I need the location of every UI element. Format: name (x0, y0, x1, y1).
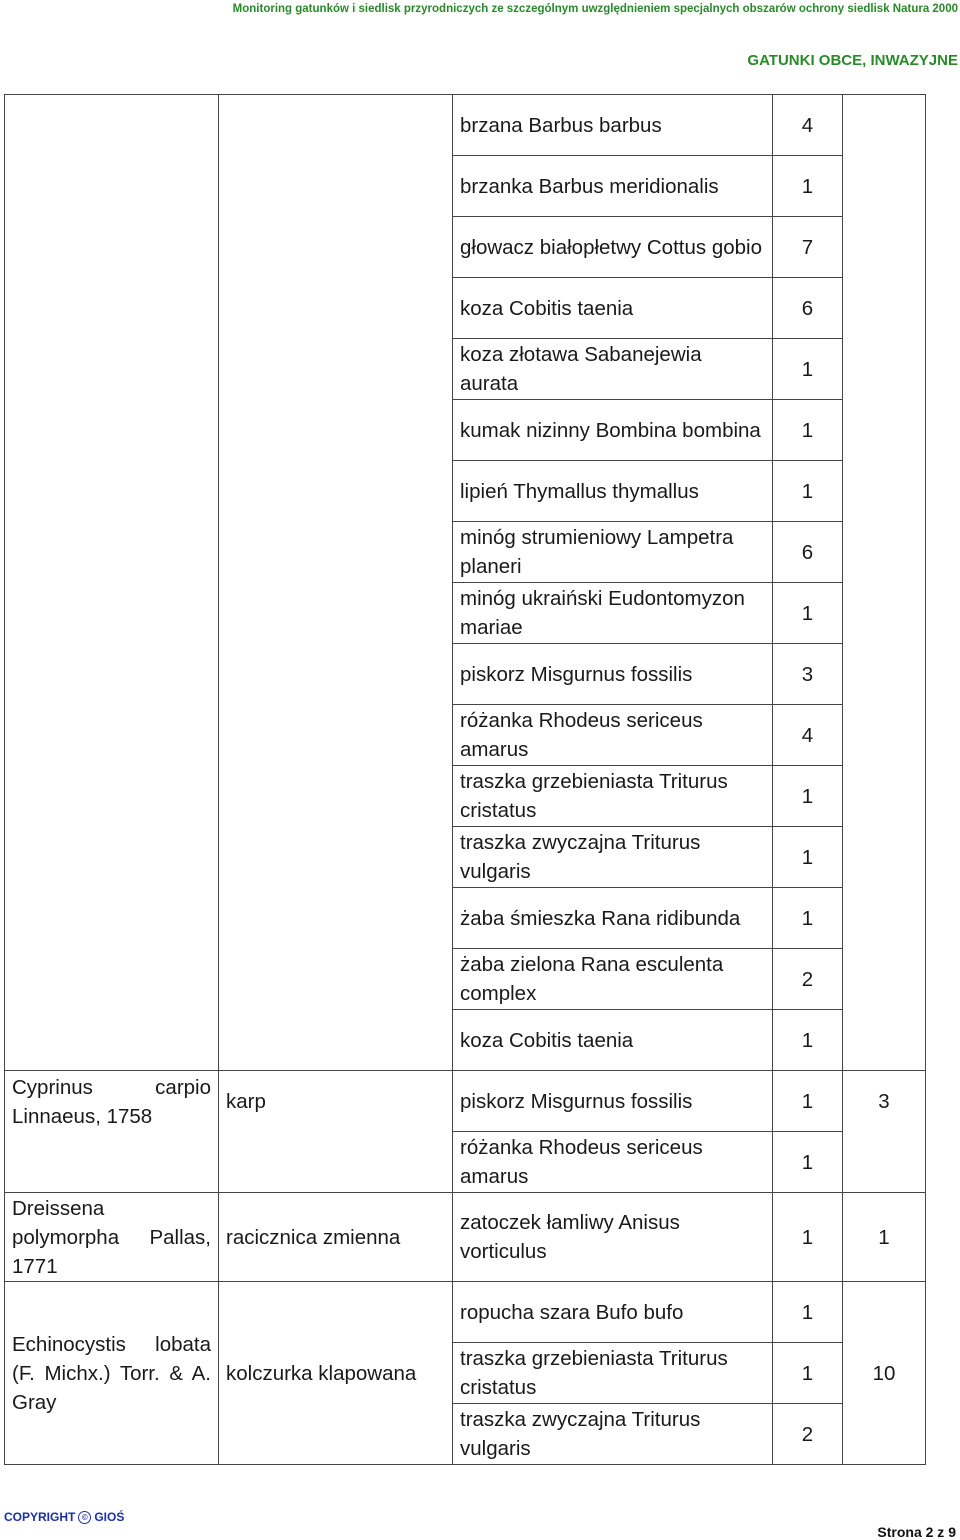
species-cell: minóg strumieniowy Lampetra planeri (453, 522, 773, 583)
latin-name-cell: Echinocystis lobata (F. Michx.) Torr. & A. Gray (5, 1282, 219, 1465)
common-name-cell: kolczurka klapowana (219, 1282, 453, 1465)
count-cell: 1 (773, 1343, 843, 1404)
total-cell: 3 (843, 1071, 926, 1193)
species-cell: traszka zwyczajna Triturus vulgaris (453, 1404, 773, 1465)
species-cell: traszka grzebieniasta Triturus cristatus (453, 1343, 773, 1404)
copyright-notice (4, 1510, 124, 1524)
count-cell: 1 (773, 1132, 843, 1193)
empty-common-cell (219, 95, 453, 1071)
count-cell: 7 (773, 217, 843, 278)
species-cell: traszka zwyczajna Triturus vulgaris (453, 827, 773, 888)
count-cell: 1 (773, 1193, 843, 1282)
page-number: Strona 2 z 9 (877, 1524, 956, 1540)
count-cell: 1 (773, 888, 843, 949)
count-cell: 1 (773, 339, 843, 400)
species-cell: piskorz Misgurnus fossilis (453, 644, 773, 705)
latin-name-cell: Dreissena polymorpha Pallas, 1771 (5, 1193, 219, 1282)
count-cell: 1 (773, 583, 843, 644)
species-cell: koza złotawa Sabanejewia aurata (453, 339, 773, 400)
species-cell: różanka Rhodeus sericeus amarus (453, 1132, 773, 1193)
total-cell: 10 (843, 1282, 926, 1465)
table-row (5, 1071, 926, 1132)
species-cell: piskorz Misgurnus fossilis (453, 1071, 773, 1132)
table-row (5, 1193, 926, 1282)
count-cell: 6 (773, 522, 843, 583)
count-cell: 1 (773, 461, 843, 522)
species-cell: koza Cobitis taenia (453, 1010, 773, 1071)
count-cell: 1 (773, 400, 843, 461)
species-table (4, 94, 926, 1465)
species-cell: ropucha szara Bufo bufo (453, 1282, 773, 1343)
count-cell: 2 (773, 949, 843, 1010)
empty-total-cell (843, 95, 926, 1071)
section-title: GATUNKI OBCE, INWAZYJNE (747, 52, 958, 69)
table-row (5, 1282, 926, 1343)
count-cell: 4 (773, 95, 843, 156)
species-cell: minóg ukraiński Eudontomyzon mariae (453, 583, 773, 644)
common-name-cell: karp (219, 1071, 453, 1193)
count-cell: 1 (773, 1282, 843, 1343)
total-cell: 1 (843, 1193, 926, 1282)
empty-name-cell (5, 95, 219, 1071)
copyright-icon: © (78, 1511, 91, 1524)
latin-name-cell: Cyprinus carpio Linnaeus, 1758 (5, 1071, 219, 1193)
count-cell: 3 (773, 644, 843, 705)
species-cell: żaba śmieszka Rana ridibunda (453, 888, 773, 949)
species-cell: traszka grzebieniasta Triturus cristatus (453, 766, 773, 827)
species-cell: różanka Rhodeus sericeus amarus (453, 705, 773, 766)
species-cell: zatoczek łamliwy Anisus vorticulus (453, 1193, 773, 1282)
species-cell: brzanka Barbus meridionalis (453, 156, 773, 217)
table-row (5, 95, 926, 156)
copyright-label: COPYRIGHT (4, 1510, 76, 1524)
species-cell: koza Cobitis taenia (453, 278, 773, 339)
common-name-cell: racicznica zmienna (219, 1193, 453, 1282)
species-cell: głowacz białopłetwy Cottus gobio (453, 217, 773, 278)
count-cell: 1 (773, 1010, 843, 1071)
running-header: Monitoring gatunków i siedlisk przyrodniczych ze szczególnym uwzględnieniem specjalnych obszarów ochrony siedlisk Natura 2000 (232, 3, 958, 15)
species-cell: żaba zielona Rana esculenta complex (453, 949, 773, 1010)
copyright-owner: GIOŚ (94, 1510, 125, 1524)
count-cell: 1 (773, 827, 843, 888)
species-cell: lipień Thymallus thymallus (453, 461, 773, 522)
species-cell: kumak nizinny Bombina bombina (453, 400, 773, 461)
count-cell: 1 (773, 156, 843, 217)
count-cell: 6 (773, 278, 843, 339)
species-cell: brzana Barbus barbus (453, 95, 773, 156)
count-cell: 1 (773, 766, 843, 827)
count-cell: 4 (773, 705, 843, 766)
count-cell: 1 (773, 1071, 843, 1132)
count-cell: 2 (773, 1404, 843, 1465)
